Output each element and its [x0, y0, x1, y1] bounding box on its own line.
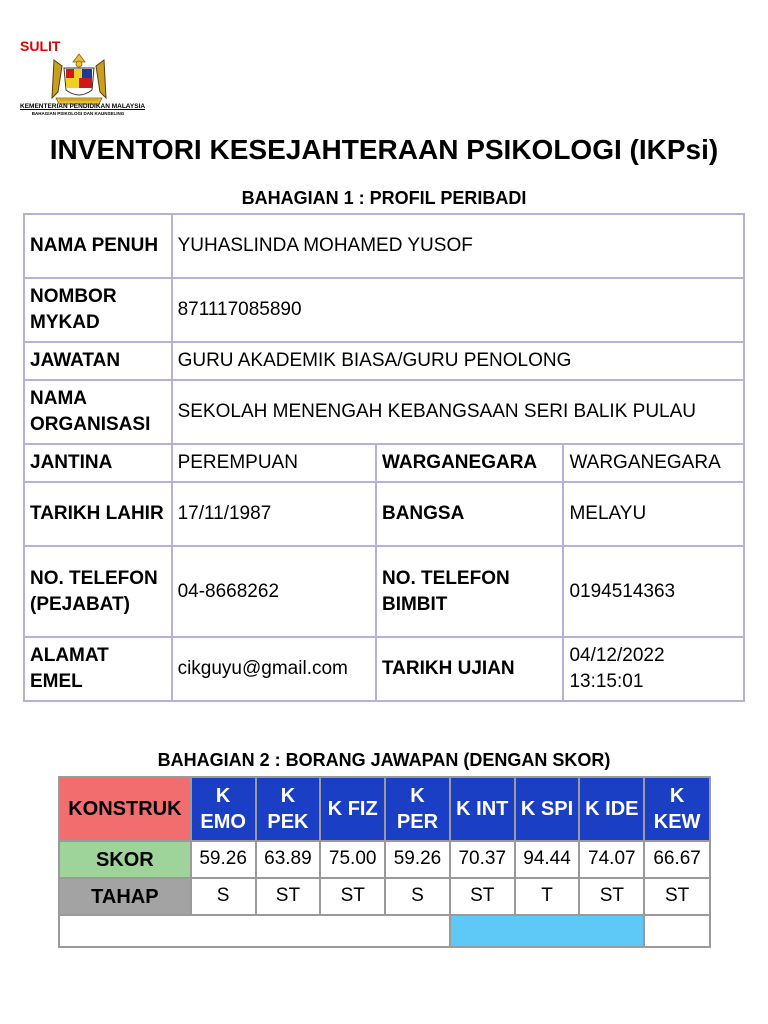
skor-value: 70.37 [450, 841, 515, 878]
table-row [59, 915, 710, 947]
section2-heading: BAHAGIAN 2 : BORANG JAWAPAN (DENGAN SKOR) [157, 750, 611, 770]
construct-header: K PEK [256, 777, 321, 841]
bangsa-label: BANGSA [376, 482, 563, 546]
construct-header: K IDE [579, 777, 644, 841]
tahap-value: ST [320, 878, 385, 915]
warganegara-label: WARGANEGARA [376, 444, 563, 482]
construct-header: K SPI [515, 777, 580, 841]
coat-of-arms-icon [44, 52, 114, 108]
konstruk-header: KONSTRUK [59, 777, 191, 841]
skor-value: 59.26 [385, 841, 450, 878]
mykad-label: NOMBOR MYKAD [24, 278, 172, 342]
tel-bimbit-label: NO. TELEFON BIMBIT [376, 546, 563, 637]
ministry-block [20, 103, 146, 116]
tahap-value: ST [579, 878, 644, 915]
construct-header: K INT [450, 777, 515, 841]
tel-pejabat-value: 04-8668262 [172, 546, 376, 637]
table-row [59, 841, 710, 878]
blank-cell [59, 915, 450, 947]
blank-cell [644, 915, 710, 947]
construct-header: K FIZ [320, 777, 385, 841]
section1-heading: BAHAGIAN 1 : PROFIL PERIBADI [241, 188, 527, 208]
skor-value: 66.67 [644, 841, 710, 878]
emel-value: cikguyu@gmail.com [172, 637, 376, 701]
tahap-value: S [191, 878, 256, 915]
bangsa-value: MELAYU [563, 482, 744, 546]
table-row [24, 380, 744, 444]
skor-value: 94.44 [515, 841, 580, 878]
tarikh-lahir-value: 17/11/1987 [172, 482, 376, 546]
jantina-value: PEREMPUAN [172, 444, 376, 482]
table-row [59, 878, 710, 915]
organisasi-value: SEKOLAH MENENGAH KEBANGSAAN SERI BALIK PULAU [172, 380, 744, 444]
score-table [58, 776, 711, 948]
construct-header: K EMO [191, 777, 256, 841]
tarikh-ujian-label: TARIKH UJIAN [376, 637, 563, 701]
ministry-name: KEMENTERIAN PENDIDIKAN MALAYSIA [20, 103, 146, 110]
table-row [24, 637, 744, 701]
warganegara-value: WARGANEGARA [563, 444, 744, 482]
organisasi-label: NAMA ORGANISASI [24, 380, 172, 444]
nama-penuh-label: NAMA PENUH [24, 214, 172, 278]
construct-header: K KEW [644, 777, 710, 841]
skor-value: 75.00 [320, 841, 385, 878]
tahap-value: ST [644, 878, 710, 915]
skor-value: 59.26 [191, 841, 256, 878]
profile-table [23, 213, 745, 702]
jawatan-label: JAWATAN [24, 342, 172, 380]
tahap-label: TAHAP [59, 878, 191, 915]
classification-label: SULIT [20, 38, 61, 54]
jantina-label: JANTINA [24, 444, 172, 482]
table-row [59, 777, 710, 841]
construct-header: K PER [385, 777, 450, 841]
tahap-value: S [385, 878, 450, 915]
mykad-value: 871117085890 [172, 278, 744, 342]
emel-label: ALAMAT EMEL [24, 637, 172, 701]
table-row [24, 546, 744, 637]
table-row [24, 278, 744, 342]
tahap-value: ST [256, 878, 321, 915]
skor-label: SKOR [59, 841, 191, 878]
tarikh-lahir-label: TARIKH LAHIR [24, 482, 172, 546]
skor-value: 63.89 [256, 841, 321, 878]
table-row [24, 342, 744, 380]
jawatan-value: GURU AKADEMIK BIASA/GURU PENOLONG [172, 342, 744, 380]
table-row [24, 214, 744, 278]
table-row [24, 482, 744, 546]
document-title: INVENTORI KESEJAHTERAAN PSIKOLOGI (IKPsi) [49, 134, 719, 165]
skor-value: 74.07 [579, 841, 644, 878]
tel-bimbit-value: 0194514363 [563, 546, 744, 637]
nama-penuh-value: YUHASLINDA MOHAMED YUSOF [172, 214, 744, 278]
tahap-value: ST [450, 878, 515, 915]
highlight-cell [450, 915, 644, 947]
tel-pejabat-label: NO. TELEFON (PEJABAT) [24, 546, 172, 637]
tahap-value: T [515, 878, 580, 915]
tarikh-ujian-value: 04/12/2022 13:15:01 [563, 637, 744, 701]
ministry-division: BAHAGIAN PSIKOLOGI DAN KAUNSELING [31, 111, 125, 116]
table-row [24, 444, 744, 482]
